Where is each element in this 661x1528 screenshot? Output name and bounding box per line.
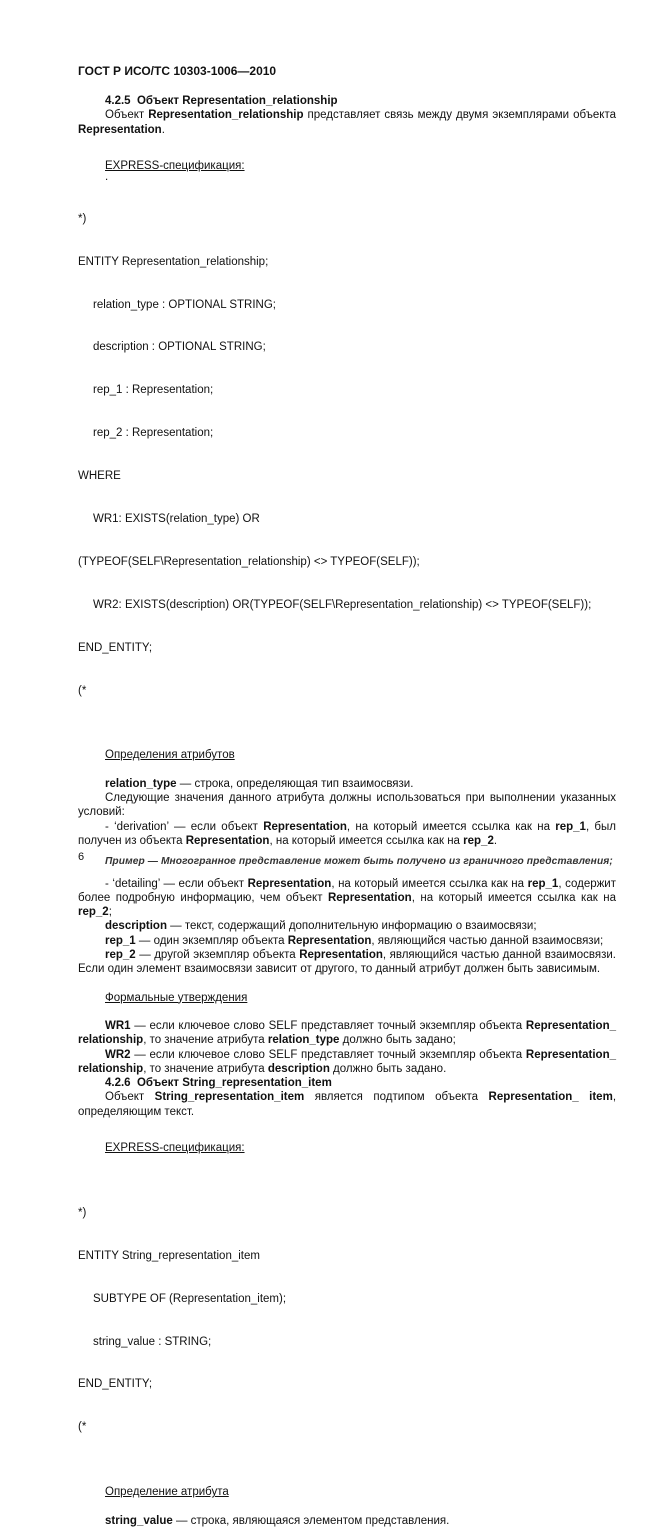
section-number: 4.2.5 bbox=[105, 95, 131, 107]
attr-defs-heading: Определения атрибутов bbox=[105, 749, 235, 762]
code-line: *) bbox=[78, 212, 87, 225]
express-spec-label-2: EXPRESS-спецификация: bbox=[105, 1142, 245, 1154]
section-number: 4.2.6 bbox=[105, 1077, 131, 1090]
code-line: END_ENTITY; bbox=[78, 1378, 153, 1391]
rule-wr2: WR2 — если ключевое слово SELF представляет точный экземпляр объекта Representation_ relationship, то значение атрибута description должно быть задано. bbox=[78, 1048, 616, 1075]
section-title-name: Representation_relationship bbox=[182, 95, 338, 107]
attr-string-value: string_value — строка, являющаяся элементом представления. bbox=[105, 1514, 450, 1527]
code-line: WR2: EXISTS(description) OR(TYPEOF(SELF\Representation_relationship) <> TYPEOF(SELF)); bbox=[93, 598, 592, 611]
code-line: *) bbox=[78, 1206, 87, 1219]
section-intro-4-2-6: Объект String_representation_item является подтипом объекта Representation_ item, определяющим текст. bbox=[78, 1091, 617, 1118]
code-line: string_value : STRING; bbox=[93, 1335, 212, 1348]
code-line: description : OPTIONAL STRING; bbox=[93, 341, 266, 354]
section-heading-4-2-5 bbox=[78, 94, 616, 108]
code-line: (TYPEOF(SELF\Representation_relationship) <> TYPEOF(SELF)); bbox=[78, 555, 420, 568]
attr-detailing: - ‘detailing’ — если объект Representation, на который имеется ссылка как на rep_1, содержит более подробную информацию, чем объект Representation, на который имеется ссылка как на rep_2; bbox=[78, 877, 616, 919]
section-title-word: Объект bbox=[136, 95, 180, 107]
attr-derivation: - ‘derivation’ — если объект Representation, на который имеется ссылка как на rep_1, был получен из объекта Representation, на который имеется ссылка как на rep_2. bbox=[78, 820, 616, 847]
code-line: ENTITY Representation_relationship; bbox=[78, 255, 269, 268]
attr-relation-type: relation_type — строка, определяющая тип взаимосвязи. bbox=[105, 777, 414, 790]
code-line: rep_1 : Representation; bbox=[93, 384, 214, 397]
page-number: 6 bbox=[78, 851, 85, 863]
code-line: WHERE bbox=[78, 470, 121, 483]
section-heading-4-2-6 bbox=[78, 1076, 616, 1090]
code-line: (* bbox=[78, 684, 87, 697]
attr-rep-1: rep_1 — один экземпляр объекта Representation, являющийся частью данной взаимосвязи; bbox=[105, 934, 604, 947]
attr-values-intro: Следующие значения данного атрибута должны использоваться при выполнении указанных условий: bbox=[78, 792, 616, 819]
code-line: SUBTYPE OF (Representation_item); bbox=[93, 1292, 287, 1305]
stray-dot: . bbox=[105, 171, 109, 184]
code-line: rep_2 : Representation; bbox=[93, 427, 214, 440]
page-content bbox=[78, 94, 616, 1528]
section-title-name: String_representation_item bbox=[182, 1077, 332, 1090]
section-title-word: Объект bbox=[136, 1077, 180, 1090]
example-note: Пример — Многогранное представление может быть получено из граничного представления; bbox=[105, 856, 613, 868]
express-code-block-2 bbox=[78, 1177, 616, 1463]
section-intro: Объект Representation_relationship представляет связь между двумя экземплярами объекта Representation. bbox=[78, 109, 616, 136]
express-spec-label: EXPRESS-спецификация: bbox=[105, 159, 245, 172]
code-line: END_ENTITY; bbox=[78, 641, 153, 654]
code-line: WR1: EXISTS(relation_type) OR bbox=[93, 513, 260, 526]
code-line: ENTITY String_representation_item bbox=[78, 1249, 260, 1262]
attr-rep-2: rep_2 — другой экземпляр объекта Representation, являющийся частью данной взаимосвязи. Если один элемент взаимосвязи зависит от другого, то данный атрибут должен быть зависимым. bbox=[78, 949, 616, 976]
code-line: relation_type : OPTIONAL STRING; bbox=[93, 298, 276, 311]
rule-wr1: WR1 — если ключевое слово SELF представляет точный экземпляр объекта Representation_ relationship, то значение атрибута relation_type должно быть задано; bbox=[78, 1019, 616, 1047]
document-header: ГОСТ Р ИСО/ТС 10303-1006—2010 bbox=[78, 64, 277, 78]
formal-statements-heading: Формальные утверждения bbox=[105, 991, 248, 1004]
attr-def-heading: Определение атрибута bbox=[105, 1486, 229, 1499]
attr-description: description — текст, содержащий дополнительную информацию о взаимосвязи; bbox=[105, 920, 537, 933]
code-line: (* bbox=[78, 1421, 87, 1434]
express-code-block bbox=[78, 183, 616, 726]
